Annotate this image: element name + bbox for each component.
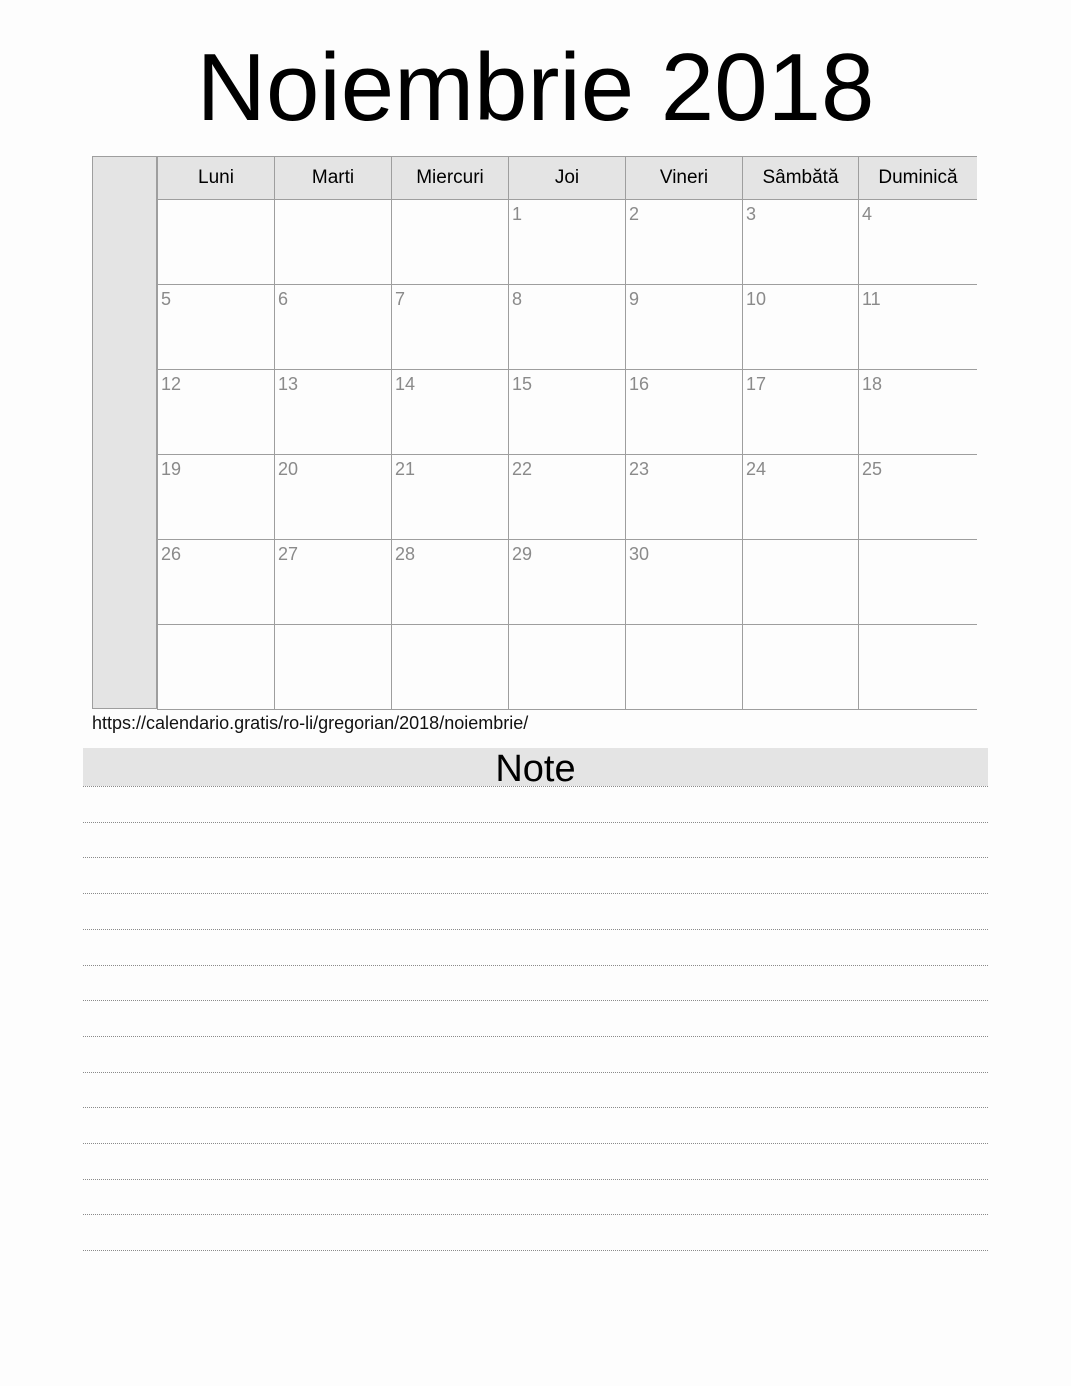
calendar-grid bbox=[157, 156, 977, 710]
note-line bbox=[83, 1214, 988, 1215]
day-cell: 21 bbox=[391, 455, 508, 540]
day-header: Marti bbox=[274, 157, 391, 200]
day-cell: 19 bbox=[157, 455, 274, 540]
day-cell: 29 bbox=[508, 540, 625, 625]
day-cell: 7 bbox=[391, 285, 508, 370]
note-line bbox=[83, 965, 988, 966]
day-cell: 15 bbox=[508, 370, 625, 455]
day-cell bbox=[391, 200, 508, 285]
day-cell bbox=[742, 625, 858, 710]
page-title: Noiembrie 2018 bbox=[196, 34, 875, 141]
day-cell: 2 bbox=[625, 200, 742, 285]
week-side-column bbox=[92, 156, 157, 709]
note-line bbox=[83, 893, 988, 894]
note-line bbox=[83, 786, 988, 787]
day-cell bbox=[858, 540, 977, 625]
day-cell: 28 bbox=[391, 540, 508, 625]
day-cell bbox=[274, 625, 391, 710]
day-cell: 9 bbox=[625, 285, 742, 370]
note-line bbox=[83, 1107, 988, 1108]
day-cell bbox=[391, 625, 508, 710]
day-cell: 1 bbox=[508, 200, 625, 285]
day-cell: 22 bbox=[508, 455, 625, 540]
note-line bbox=[83, 1143, 988, 1144]
day-cell: 17 bbox=[742, 370, 858, 455]
day-cell bbox=[157, 625, 274, 710]
day-header: Miercuri bbox=[391, 157, 508, 200]
day-header: Joi bbox=[508, 157, 625, 200]
note-line bbox=[83, 1072, 988, 1073]
day-cell: 8 bbox=[508, 285, 625, 370]
notes-title: Note bbox=[83, 748, 988, 786]
day-header: Duminică bbox=[858, 157, 977, 200]
day-header: Sâmbătă bbox=[742, 157, 858, 200]
source-url: https://calendario.gratis/ro-li/gregorian/2018/noiembrie/ bbox=[92, 713, 529, 733]
note-line bbox=[83, 857, 988, 858]
day-cell bbox=[625, 625, 742, 710]
day-cell: 13 bbox=[274, 370, 391, 455]
day-cell bbox=[508, 625, 625, 710]
day-header: Luni bbox=[157, 157, 274, 200]
day-cell: 14 bbox=[391, 370, 508, 455]
day-cell bbox=[742, 540, 858, 625]
day-cell bbox=[274, 200, 391, 285]
note-line bbox=[83, 1179, 988, 1180]
day-cell: 25 bbox=[858, 455, 977, 540]
day-cell: 24 bbox=[742, 455, 858, 540]
day-cell: 23 bbox=[625, 455, 742, 540]
day-cell: 27 bbox=[274, 540, 391, 625]
day-cell bbox=[157, 200, 274, 285]
day-cell: 5 bbox=[157, 285, 274, 370]
day-cell: 10 bbox=[742, 285, 858, 370]
note-line bbox=[83, 1250, 988, 1251]
day-cell: 12 bbox=[157, 370, 274, 455]
day-cell bbox=[858, 625, 977, 710]
day-cell: 16 bbox=[625, 370, 742, 455]
day-cell: 6 bbox=[274, 285, 391, 370]
day-cell: 20 bbox=[274, 455, 391, 540]
note-line bbox=[83, 1000, 988, 1001]
note-line bbox=[83, 1036, 988, 1037]
day-header: Vineri bbox=[625, 157, 742, 200]
day-cell: 11 bbox=[858, 285, 977, 370]
day-cell: 18 bbox=[858, 370, 977, 455]
day-cell: 30 bbox=[625, 540, 742, 625]
note-line bbox=[83, 929, 988, 930]
day-cell: 4 bbox=[858, 200, 977, 285]
day-cell: 26 bbox=[157, 540, 274, 625]
day-cell: 3 bbox=[742, 200, 858, 285]
note-line bbox=[83, 822, 988, 823]
